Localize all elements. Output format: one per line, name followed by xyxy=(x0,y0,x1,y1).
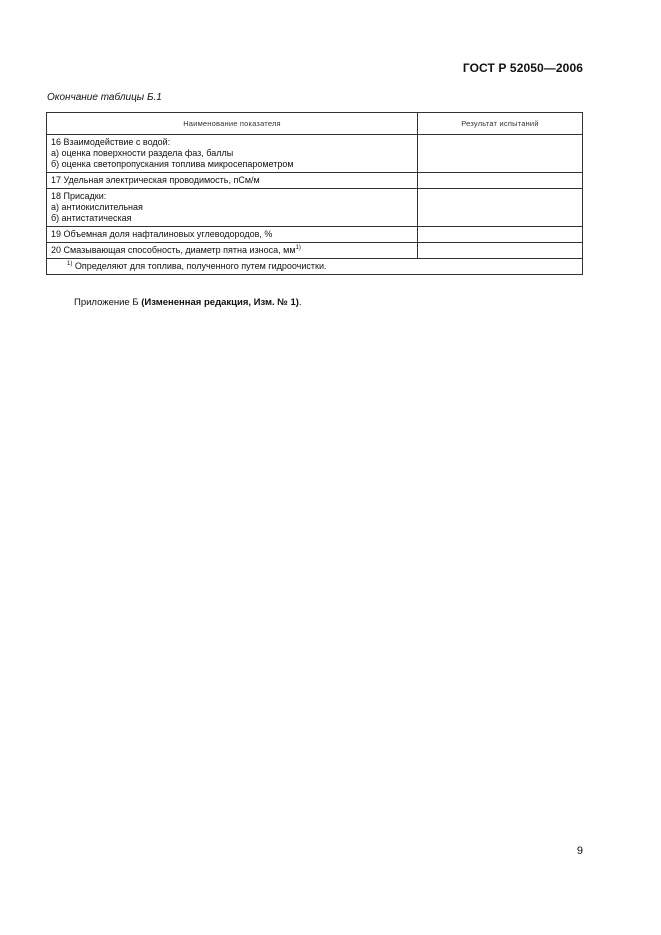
table-caption: Окончание таблицы Б.1 xyxy=(47,92,162,103)
appendix-note xyxy=(74,297,302,308)
footnote-cell xyxy=(47,259,583,275)
indicator-cell xyxy=(47,135,418,173)
document-code: ГОСТ Р 52050—2006 xyxy=(462,61,583,75)
footnote-ref: 1) xyxy=(295,245,301,251)
indicator-line: 16 Взаимодействие с водой: xyxy=(51,137,171,147)
footnote-row xyxy=(47,259,583,275)
footnote-text: Определяют для топлива, полученного путем гидроочистки. xyxy=(74,261,327,271)
footnote-mark: 1) xyxy=(67,261,73,267)
column-header-indicator: Наименование показателя xyxy=(47,113,418,135)
result-cell xyxy=(418,135,583,173)
indicator-line xyxy=(51,245,413,256)
result-cell xyxy=(418,189,583,227)
appendix-prefix: Приложение Б xyxy=(74,297,139,308)
indicator-cell xyxy=(47,173,418,189)
table-row xyxy=(47,243,583,259)
result-cell xyxy=(418,243,583,259)
table-row xyxy=(47,135,583,173)
indicator-line: б) оценка светопропускания топлива микросепарометром xyxy=(51,159,294,169)
indicator-line: б) антистатическая xyxy=(51,213,132,223)
table-row xyxy=(47,173,583,189)
appendix-edition: (Измененная редакция, Изм. № 1) xyxy=(141,297,299,308)
page-number: 9 xyxy=(576,845,583,857)
indicator-line: 17 Удельная электрическая проводимость, пСм/м xyxy=(51,175,260,185)
indicator-cell xyxy=(47,227,418,243)
indicator-cell xyxy=(47,243,418,259)
table-row xyxy=(47,227,583,243)
result-cell xyxy=(418,173,583,189)
results-table xyxy=(46,112,583,275)
indicator-text: 20 Смазывающая способность, диаметр пятна износа, мм xyxy=(51,245,296,255)
table-row xyxy=(47,189,583,227)
table-header-row xyxy=(47,113,583,135)
indicator-cell xyxy=(47,189,418,227)
result-cell xyxy=(418,227,583,243)
indicator-line: 19 Объемная доля нафталиновых углеводородов, % xyxy=(51,229,273,239)
column-header-result: Результат испытаний xyxy=(418,113,583,135)
indicator-line: а) антиокислительная xyxy=(51,202,143,212)
indicator-line: 18 Присадки: xyxy=(51,191,107,201)
indicator-line: а) оценка поверхности раздела фаз, баллы xyxy=(51,148,234,158)
appendix-suffix: . xyxy=(298,297,302,308)
